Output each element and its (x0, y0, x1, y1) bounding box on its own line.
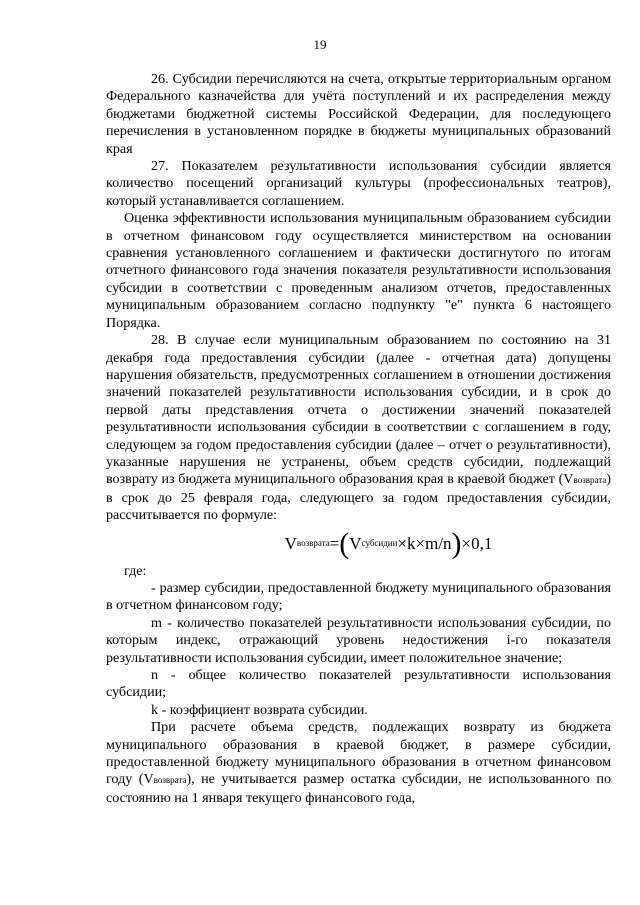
formula-lhs: V (284, 533, 297, 553)
formula-lhs-subscript: возврата (296, 537, 330, 548)
document-body (106, 71, 611, 807)
paragraph-last-text-b: ), не учитывается размер остатка субсидии, не использованного по состоянию на 1 января текущего финансового года, (106, 771, 611, 806)
paragraph-last-text-a: При расчете объема средств, подлежащих возврату из бюджета муниципального образования в краевой бюджет, в размере субсидии, предоставленной бюджету муниципального образования в отчетном финансовом году (V (106, 719, 611, 788)
paragraph-last-subscript: возврата (153, 775, 187, 786)
paragraph-27: 27. Показателем результативности использования субсидии является количество посещений организаций культуры (профессиональных театров), который устанавливается соглашением. (106, 158, 611, 209)
definition-k: k - коэффициент возврата субсидии. (151, 701, 368, 718)
formula-tail: ×0,1 (461, 533, 493, 553)
paragraph-evaluation (106, 210, 611, 332)
definition-v: - размер субсидии, предоставленной бюджету муниципального образования в отчетном финансовом году; (106, 579, 611, 614)
definition-m: m - количество показателей результативности использования субсидии, по которым индекс, отражающий уровень недостижения i-го показателя результативности использования субсидии, имеет положительное значение; (106, 614, 611, 666)
paragraph-26: 26. Субсидии перечисляются на счета, открытые территориальным органом Федерального казначейства для учёта поступлений и их распределения между бюджетами бюджетной системы Российской Федерации, для последующего перечисления в установленном порядке в бюджеты муниципальных образований края (106, 71, 611, 157)
formula-v: V (349, 533, 362, 553)
paragraph-28-text-b: ) в срок до 25 февраля года, следующего за годом предоставления субсидии, рассчитывается по формуле: (106, 471, 611, 524)
page-number: 19 (313, 37, 327, 52)
formula-v-subscript: субсидии (361, 537, 398, 548)
where-label: где: (124, 562, 147, 579)
formula-rest: ×k×m/n (397, 533, 452, 553)
formula-open-paren: ( (339, 526, 350, 560)
paragraph-28-subscript: возврата (573, 475, 607, 486)
definition-n: n - общее количество показателей результативности использования субсидии; (106, 667, 611, 701)
paragraph-evaluation-text: Оценка эффективности использования муниципальным образованием субсидии в отчетном финансовом году осуществляется министерством на основании сравнения установленного соглашением и фактически достигнутого по итогам отчетного финансового года значения показателя результативности использования субсидии в соответствии с проведенным анализом отчетов, предоставленных муниципальным образованием согласно подпункту "е" пункта 6 настоящего Порядка. (106, 210, 611, 331)
paragraph-28-text-a: 28. В случае если муниципальным образованием по состоянию на 31 декабря года предоставления субсидии (далее - отчетная дата) допущены нарушения обязательств, предусмотренных соглашением в отношении достижения значений показателей результативности использования субсидии, и в срок до первой даты представления отчета о достижении значений показателей результативности использования субсидии в соответствии с соглашением в году, следующем за годом предоставления субсидии (далее – отчет о результативности), указанные нарушения не устранены, объем средств субсидии, подлежащий возврату из бюджета муниципального образования края в краевой бюджет (V (106, 332, 611, 488)
paragraph-last (106, 719, 611, 807)
formula-close-paren: ) (451, 526, 462, 560)
formula-equals: = (329, 533, 340, 553)
paragraph-28 (106, 332, 611, 524)
return-formula (166, 525, 611, 563)
